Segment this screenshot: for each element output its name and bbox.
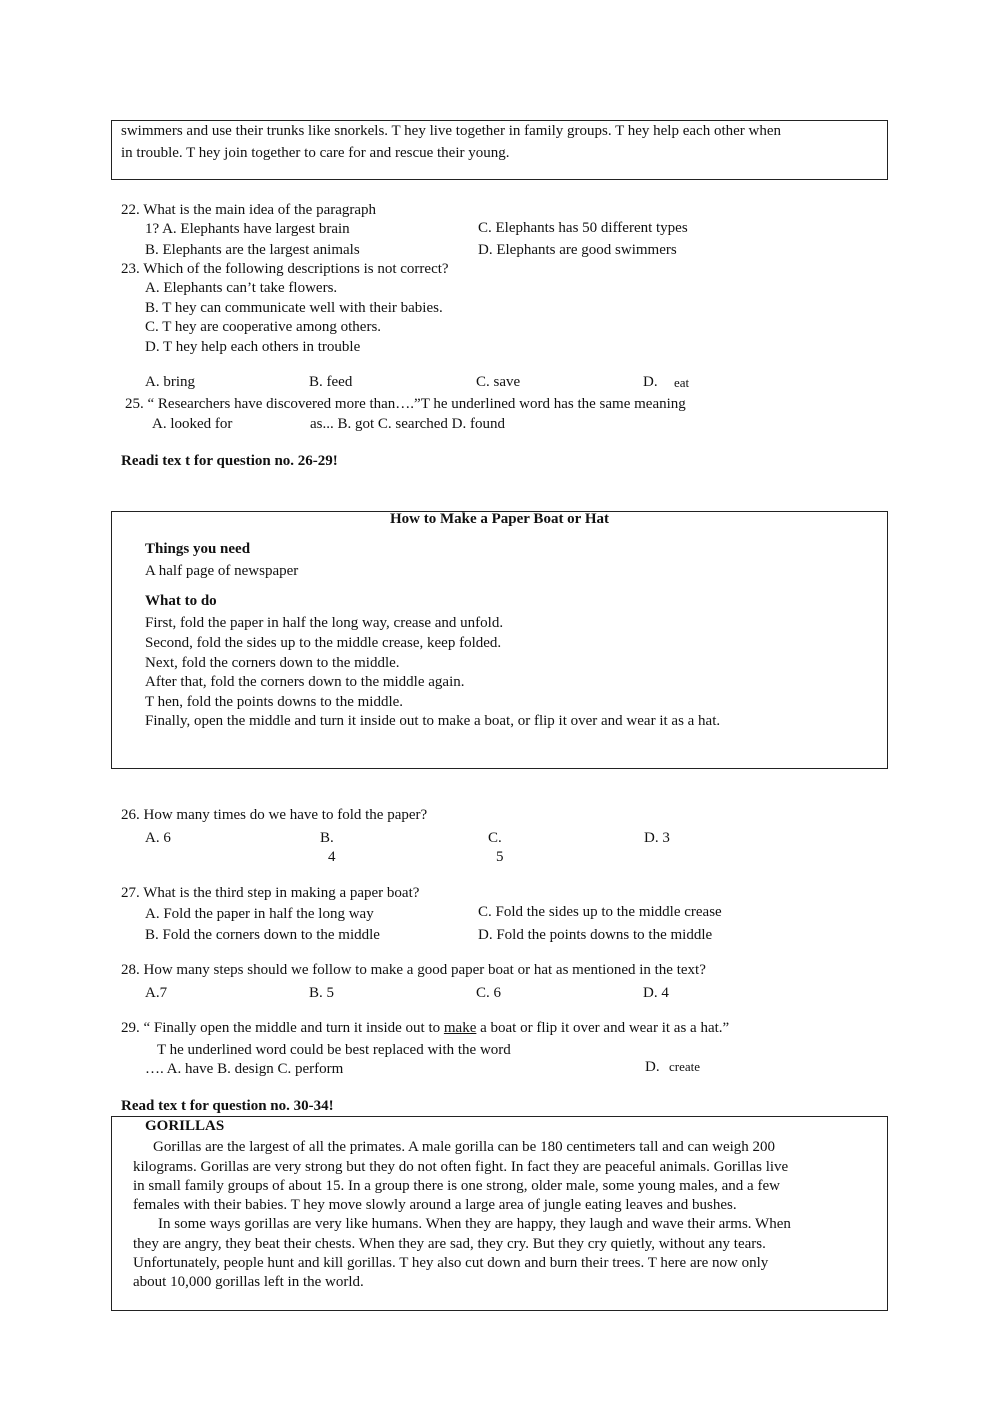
q28-option-d: D. 4 [643,985,669,1001]
q29-options: …. A. have B. design C. perform [145,1061,344,1077]
q25-options-rest: as... B. got C. searched D. found [310,416,505,432]
q29-option-d: D. [645,1059,660,1075]
gorillas-p2-line-3: Unfortunately, people hunt and kill gorillas. T hey also cut down and burn their trees. T here are now only [133,1255,769,1271]
step-6: Finally, open the middle and turn it inside out to make a boat, or flip it over and wear it as a hat. [145,713,721,729]
q28-option-b: B. 5 [309,985,335,1001]
q27-option-d: D. Fold the points downs to the middle [478,927,713,943]
section-heading-26-29: Readi tex t for question no. 26-29! [121,453,338,469]
q27-question: 27. What is the third step in making a paper boat? [121,885,420,901]
q26-option-a: A. 6 [145,830,171,846]
q26-option-b-value: 4 [328,849,336,865]
q29-question-end: a boat or flip it over and wear it as a hat.” [476,1020,730,1036]
gorillas-p1-line-2: kilograms. Gorillas are very strong but they do not often fight. In fact they are peaceful animals. Gorillas live [133,1159,789,1175]
q22-option-a: 1? A. Elephants have largest brain [145,221,350,237]
step-2: Second, fold the sides up to the middle crease, keep folded. [145,635,502,651]
q22-option-c: C. Elephants has 50 different types [478,220,688,236]
q25-question: 25. “ Researchers have discovered more than….”T he underlined word has the same meaning [125,396,686,412]
q24-option-d-word: eat [674,375,690,390]
paper-boat-title: How to Make a Paper Boat or Hat [389,511,609,527]
gorillas-p2-line-4: about 10,000 gorillas left in the world. [133,1274,364,1290]
step-1: First, fold the paper in half the long way, crease and unfold. [145,615,504,631]
q22-option-d: D. Elephants are good swimmers [478,242,677,258]
q24-option-c: C. save [476,374,521,390]
gorillas-p1-line-1: Gorillas are the largest of all the primates. A male gorilla can be 180 centimeters tall and can weigh 200 [153,1139,776,1155]
what-to-do-heading: What to do [145,593,217,609]
q24-option-b: B. feed [309,374,353,390]
q28-option-c: C. 6 [476,985,502,1001]
step-4: After that, fold the corners down to the middle again. [145,674,465,690]
step-3: Next, fold the corners down to the middle. [145,655,400,671]
q29-line-2: T he underlined word could be best replaced with the word [157,1042,511,1058]
q24-option-d: D. [643,374,658,390]
gorillas-p2-line-2: they are angry, they beat their chests. When they are sad, they cry. But they cry quietly, without any tears. [133,1236,766,1252]
step-5: T hen, fold the points downs to the middle. [145,694,404,710]
gorillas-title: GORILLAS [145,1118,225,1134]
q26-question: 26. How many times do we have to fold the paper? [121,807,428,823]
q27-option-c: C. Fold the sides up to the middle crease [478,904,722,920]
q29-option-d-word: create [669,1059,701,1074]
q28-question: 28. How many steps should we follow to make a good paper boat or hat as mentioned in the text? [121,962,706,978]
section-heading-30-34: Read tex t for question no. 30-34! [121,1098,334,1114]
things-you-need-heading: Things you need [145,541,251,557]
q26-option-c: C. [488,830,502,846]
q27-option-b: B. Fold the corners down to the middle [145,927,380,943]
q29-question-start: 29. “ Finally open the middle and turn it inside out to [121,1020,444,1036]
q22-question: 22. What is the main idea of the paragraph [121,202,377,218]
q28-option-a: A.7 [145,985,168,1001]
things-you-need-item: A half page of newspaper [145,563,299,579]
q29-question [121,1019,729,1039]
q23-option-c: C. T hey are cooperative among others. [145,319,382,335]
q24-option-a: A. bring [145,374,195,390]
q23-option-d: D. T hey help each others in trouble [145,339,361,355]
q22-option-b: B. Elephants are the largest animals [145,242,360,258]
gorillas-p2-line-1: In some ways gorillas are very like humans. When they are happy, they laugh and wave their arms. When [158,1216,791,1232]
q26-option-b: B. [320,830,334,846]
q27-option-a: A. Fold the paper in half the long way [145,906,374,922]
gorillas-p1-line-3: in small family groups of about 15. In a group there is one strong, older male, some young males, and a few [133,1178,780,1194]
q26-option-c-value: 5 [496,849,504,865]
q29-underlined-word: make [443,1020,477,1036]
q23-option-b: B. T hey can communicate well with their babies. [145,300,443,316]
q23-option-a: A. Elephants can’t take flowers. [145,280,338,296]
q25-option-a: A. looked for [152,416,233,432]
q26-option-d: D. 3 [644,830,670,846]
q23-question: 23. Which of the following descriptions is not correct? [121,261,449,277]
elephant-passage-line-1: swimmers and use their trunks like snorkels. T hey live together in family groups. T hey help each other when [121,123,781,139]
elephant-passage-line-2: in trouble. T hey join together to care for and rescue their young. [121,145,510,161]
gorillas-p1-line-4: females with their babies. T hey move slowly around a large area of jungle eating leaves and bushes. [133,1197,737,1213]
